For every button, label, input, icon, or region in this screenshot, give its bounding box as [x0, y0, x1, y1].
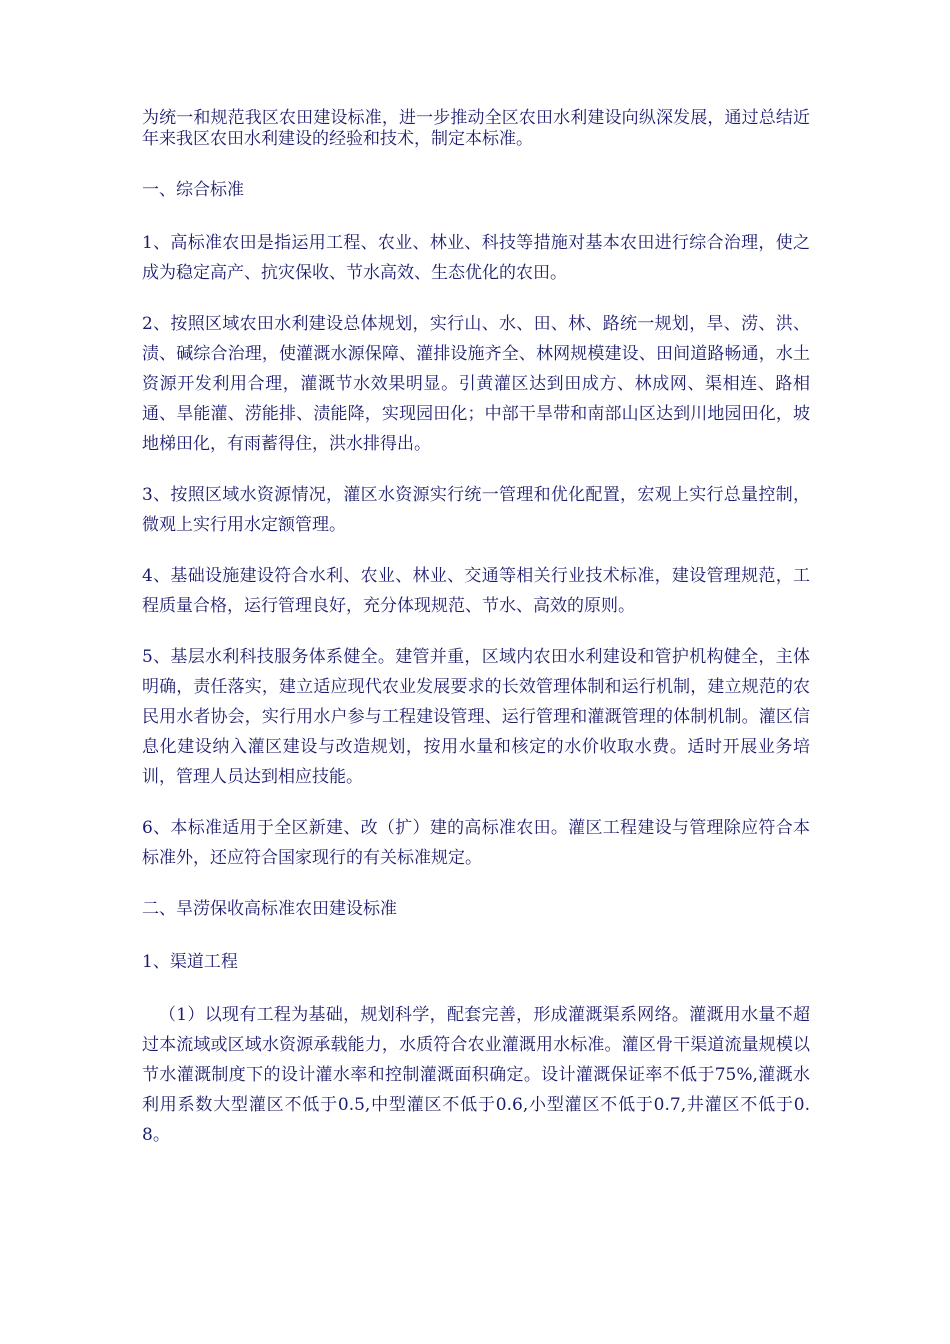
list-item: 3、按照区域水资源情况，灌区水资源实行统一管理和优化配置，宏观上实行总量控制，微观上实行用水定额管理。 [142, 485, 810, 535]
subsection-paragraph: （1）以现有工程为基础，规划科学，配套完善，形成灌溉渠系网络。灌溉用水量不超过本流域或区域水资源承载能力，水质符合农业灌溉用水标准。灌区骨干渠道流量规模以节水灌溉制度下的设计灌水率和控制灌溉面积确定。设计灌溉保证率不低于75%,灌溉水利用系数大型灌区不低于0.5,中型灌区不低于0.6,小型灌区不低于0.7,井灌区不低于0.8。 [142, 1005, 810, 1145]
section-heading-general: 一、综合标准 [142, 180, 244, 200]
list-item: 4、基础设施建设符合水利、农业、林业、交通等相关行业技术标准，建设管理规范，工程质量合格，运行管理良好，充分体现规范、节水、高效的原则。 [142, 566, 810, 616]
list-item: 2、按照区域农田水利建设总体规划，实行山、水、田、林、路统一规划，旱、涝、洪、渍、碱综合治理，使灌溉水源保障、灌排设施齐全、林网规模建设、田间道路畅通，水土资源开发利用合理，灌溉节水效果明显。引黄灌区达到田成方、林成网、渠相连、路相通、旱能灌、涝能排、渍能降，实现园田化；中部干旱带和南部山区达到川地园田化，坡地梯田化，有雨蓄得住，洪水排得出。 [142, 314, 810, 454]
list-item: 5、基层水利科技服务体系健全。建管并重，区域内农田水利建设和管护机构健全，主体明确，责任落实，建立适应现代农业发展要求的长效管理体制和运行机制，建立规范的农民用水者协会，实行用水户参与工程建设管理、运行管理和灌溉管理的体制机制。灌区信息化建设纳入灌区建设与改造规划，按用水量和核定的水价收取水费。适时开展业务培训，管理人员达到相应技能。 [142, 647, 810, 787]
subsection-heading-canal-works: 1、渠道工程 [142, 952, 238, 972]
section-heading-farmland-standard: 二、旱涝保收高标准农田建设标准 [142, 899, 397, 919]
document-body [142, 108, 810, 1150]
list-item: 6、本标准适用于全区新建、改（扩）建的高标准农田。灌区工程建设与管理除应符合本标准外，还应符合国家现行的有关标准规定。 [142, 818, 810, 868]
intro-paragraph: 为统一和规范我区农田建设标准，进一步推动全区农田水利建设向纵深发展，通过总结近年来我区农田水利建设的经验和技术，制定本标准。 [142, 108, 810, 149]
list-item: 1、高标准农田是指运用工程、农业、林业、科技等措施对基本农田进行综合治理，使之成为稳定高产、抗灾保收、节水高效、生态优化的农田。 [142, 233, 810, 283]
